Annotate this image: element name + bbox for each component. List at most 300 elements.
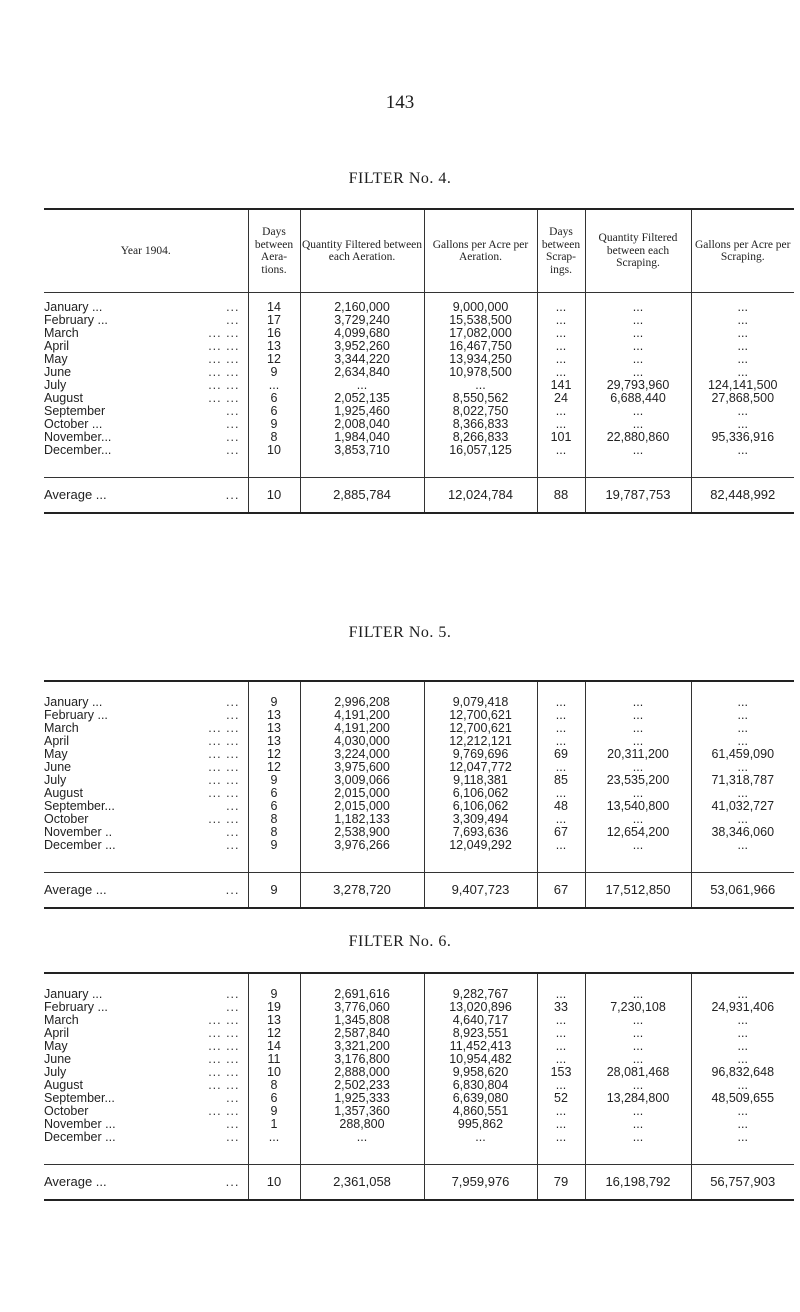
table-row bbox=[44, 327, 794, 340]
header-days-scraping: Days between Scrap- ings. bbox=[537, 209, 585, 293]
days-aeration-cell: 13 bbox=[248, 1014, 300, 1027]
days-scraping-cell: ... bbox=[537, 1118, 585, 1131]
gal-scraping-cell: ... bbox=[691, 696, 794, 709]
month-label: August bbox=[44, 787, 83, 800]
qty-aeration-cell: 2,634,840 bbox=[300, 366, 424, 379]
month-label: April bbox=[44, 735, 70, 748]
qty-aeration-cell: 2,538,900 bbox=[300, 826, 424, 839]
gal-scraping-cell: ... bbox=[691, 314, 794, 327]
qty-aeration-cell: 2,502,233 bbox=[300, 1079, 424, 1092]
gal-scraping-cell: 53,061,966 bbox=[691, 873, 794, 909]
qty-scraping-cell: 7,230,108 bbox=[585, 1001, 691, 1014]
qty-aeration-cell: 2,015,000 bbox=[300, 800, 424, 813]
leader-dots: ... ... bbox=[208, 327, 240, 340]
table-row bbox=[44, 314, 794, 327]
gal-aeration-cell: 16,467,750 bbox=[424, 340, 537, 353]
gal-scraping-cell: ... bbox=[691, 1040, 794, 1053]
qty-aeration-cell: 2,361,058 bbox=[300, 1165, 424, 1201]
qty-scraping-cell: ... bbox=[585, 327, 691, 340]
gal-aeration-cell: 995,862 bbox=[424, 1118, 537, 1131]
table-row bbox=[44, 988, 794, 1001]
spacer-row bbox=[44, 293, 794, 302]
gal-aeration-cell: 9,407,723 bbox=[424, 873, 537, 909]
days-aeration-cell: 9 bbox=[248, 839, 300, 852]
days-aeration-cell: 9 bbox=[248, 873, 300, 909]
average-row bbox=[44, 873, 794, 909]
qty-aeration-cell: 3,853,710 bbox=[300, 444, 424, 457]
qty-scraping-cell: ... bbox=[585, 314, 691, 327]
month-label: February ... bbox=[44, 709, 108, 722]
month-label: February ... bbox=[44, 1001, 108, 1014]
days-scraping-cell: ... bbox=[537, 839, 585, 852]
gal-scraping-cell: 38,346,060 bbox=[691, 826, 794, 839]
days-aeration-cell: 13 bbox=[248, 722, 300, 735]
table-row bbox=[44, 1040, 794, 1053]
header-year: Year 1904. bbox=[44, 209, 248, 293]
header-row bbox=[44, 209, 794, 293]
leader-dots: ... bbox=[226, 431, 240, 444]
table-row bbox=[44, 813, 794, 826]
days-aeration-cell: 8 bbox=[248, 431, 300, 444]
leader-dots: ... ... bbox=[208, 813, 240, 826]
qty-aeration-cell: 3,224,000 bbox=[300, 748, 424, 761]
qty-scraping-cell: ... bbox=[585, 696, 691, 709]
leader-dots: ... bbox=[226, 709, 240, 722]
qty-aeration-cell: 4,191,200 bbox=[300, 709, 424, 722]
leader-dots: ... ... bbox=[208, 761, 240, 774]
table-row bbox=[44, 1092, 794, 1105]
month-label: January ... bbox=[44, 988, 103, 1001]
month-label: March bbox=[44, 722, 79, 735]
table-row bbox=[44, 353, 794, 366]
qty-aeration-cell: 2,052,135 bbox=[300, 392, 424, 405]
qty-scraping-cell: ... bbox=[585, 1118, 691, 1131]
qty-scraping-cell: ... bbox=[585, 1053, 691, 1066]
days-scraping-cell: 69 bbox=[537, 748, 585, 761]
spacer-row bbox=[44, 852, 794, 873]
gal-scraping-cell: ... bbox=[691, 761, 794, 774]
month-label: November... bbox=[44, 431, 112, 444]
leader-dots: ... bbox=[226, 444, 240, 457]
header-qty-aeration: Quantity Filtered between each Aeration. bbox=[300, 209, 424, 293]
qty-aeration-cell: 2,691,616 bbox=[300, 988, 424, 1001]
days-scraping-cell: 24 bbox=[537, 392, 585, 405]
days-scraping-cell: ... bbox=[537, 1105, 585, 1118]
days-aeration-cell: 9 bbox=[248, 366, 300, 379]
qty-aeration-cell: ... bbox=[300, 1131, 424, 1144]
top-rule-row bbox=[44, 973, 794, 988]
gal-scraping-cell: ... bbox=[691, 1118, 794, 1131]
qty-aeration-cell: ... bbox=[300, 379, 424, 392]
gal-aeration-cell: 8,366,833 bbox=[424, 418, 537, 431]
table-row bbox=[44, 774, 794, 787]
days-scraping-cell: 33 bbox=[537, 1001, 585, 1014]
leader-dots: ... ... bbox=[208, 1040, 240, 1053]
qty-aeration-cell: 2,996,208 bbox=[300, 696, 424, 709]
days-aeration-cell: 12 bbox=[248, 1027, 300, 1040]
qty-aeration-cell: 288,800 bbox=[300, 1118, 424, 1131]
gal-scraping-cell: ... bbox=[691, 327, 794, 340]
days-aeration-cell: 8 bbox=[248, 813, 300, 826]
gal-aeration-cell: 7,959,976 bbox=[424, 1165, 537, 1201]
table-row bbox=[44, 444, 794, 457]
gal-aeration-cell: 13,934,250 bbox=[424, 353, 537, 366]
month-label: December ... bbox=[44, 839, 116, 852]
gal-scraping-cell: 56,757,903 bbox=[691, 1165, 794, 1201]
gal-scraping-cell: ... bbox=[691, 1105, 794, 1118]
top-rule-row bbox=[44, 681, 794, 696]
gal-scraping-cell: 96,832,648 bbox=[691, 1066, 794, 1079]
month-label: April bbox=[44, 1027, 70, 1040]
days-scraping-cell: 48 bbox=[537, 800, 585, 813]
days-scraping-cell: ... bbox=[537, 988, 585, 1001]
qty-scraping-cell: ... bbox=[585, 405, 691, 418]
table-row bbox=[44, 839, 794, 852]
days-scraping-cell: 141 bbox=[537, 379, 585, 392]
gal-aeration-cell: 9,118,381 bbox=[424, 774, 537, 787]
days-aeration-cell: 8 bbox=[248, 826, 300, 839]
days-aeration-cell: 13 bbox=[248, 735, 300, 748]
month-label: December... bbox=[44, 444, 112, 457]
gal-aeration-cell: 6,106,062 bbox=[424, 787, 537, 800]
leader-dots: ... ... bbox=[208, 722, 240, 735]
leader-dots: ... bbox=[226, 418, 240, 431]
qty-scraping-cell: 12,654,200 bbox=[585, 826, 691, 839]
leader-dots: ... ... bbox=[208, 774, 240, 787]
gal-scraping-cell: 41,032,727 bbox=[691, 800, 794, 813]
qty-scraping-cell: 13,540,800 bbox=[585, 800, 691, 813]
days-scraping-cell: ... bbox=[537, 709, 585, 722]
table-row bbox=[44, 800, 794, 813]
gal-scraping-cell: 124,141,500 bbox=[691, 379, 794, 392]
gal-aeration-cell: 6,106,062 bbox=[424, 800, 537, 813]
gal-aeration-cell: 11,452,413 bbox=[424, 1040, 537, 1053]
qty-scraping-cell: ... bbox=[585, 353, 691, 366]
gal-scraping-cell: ... bbox=[691, 709, 794, 722]
days-aeration-cell: 12 bbox=[248, 353, 300, 366]
header-qty-scraping: Quantity Filtered between each Scraping. bbox=[585, 209, 691, 293]
month-label: September bbox=[44, 405, 106, 418]
month-label: June bbox=[44, 761, 72, 774]
gal-scraping-cell: 82,448,992 bbox=[691, 478, 794, 514]
qty-scraping-cell: 19,787,753 bbox=[585, 478, 691, 514]
days-scraping-cell: ... bbox=[537, 722, 585, 735]
qty-scraping-cell: ... bbox=[585, 1014, 691, 1027]
gal-aeration-cell: 16,057,125 bbox=[424, 444, 537, 457]
days-aeration-cell: 6 bbox=[248, 1092, 300, 1105]
qty-aeration-cell: 3,976,266 bbox=[300, 839, 424, 852]
table-row bbox=[44, 301, 794, 314]
header-gal-scraping: Gallons per Acre per Scraping. bbox=[691, 209, 794, 293]
qty-scraping-cell: 29,793,960 bbox=[585, 379, 691, 392]
month-label: April bbox=[44, 340, 70, 353]
days-aeration-cell: 13 bbox=[248, 709, 300, 722]
month-label: September... bbox=[44, 800, 115, 813]
table-row bbox=[44, 761, 794, 774]
days-aeration-cell: 6 bbox=[248, 787, 300, 800]
qty-aeration-cell: 3,009,066 bbox=[300, 774, 424, 787]
days-scraping-cell: 67 bbox=[537, 873, 585, 909]
table-row bbox=[44, 748, 794, 761]
leader-dots: ... ... bbox=[208, 366, 240, 379]
gal-aeration-cell: 6,830,804 bbox=[424, 1079, 537, 1092]
gal-scraping-cell: ... bbox=[691, 813, 794, 826]
gal-aeration-cell: 3,309,494 bbox=[424, 813, 537, 826]
qty-scraping-cell: 20,311,200 bbox=[585, 748, 691, 761]
days-scraping-cell: ... bbox=[537, 761, 585, 774]
qty-scraping-cell: ... bbox=[585, 1027, 691, 1040]
qty-scraping-cell: ... bbox=[585, 1131, 691, 1144]
table-row bbox=[44, 1118, 794, 1131]
qty-scraping-cell: 22,880,860 bbox=[585, 431, 691, 444]
gal-scraping-cell: ... bbox=[691, 722, 794, 735]
month-label: November .. bbox=[44, 826, 113, 839]
leader-dots: ... ... bbox=[208, 1066, 240, 1079]
days-scraping-cell: 153 bbox=[537, 1066, 585, 1079]
qty-scraping-cell: ... bbox=[585, 1079, 691, 1092]
days-aeration-cell: 6 bbox=[248, 392, 300, 405]
gal-aeration-cell: 9,769,696 bbox=[424, 748, 537, 761]
days-aeration-cell: ... bbox=[248, 379, 300, 392]
days-scraping-cell: ... bbox=[537, 813, 585, 826]
leader-dots: ... bbox=[225, 882, 240, 897]
days-aeration-cell: 13 bbox=[248, 340, 300, 353]
leader-dots: ... bbox=[226, 696, 240, 709]
days-scraping-cell: ... bbox=[537, 1040, 585, 1053]
gal-scraping-cell: 24,931,406 bbox=[691, 1001, 794, 1014]
qty-aeration-cell: 1,345,808 bbox=[300, 1014, 424, 1027]
month-label: June bbox=[44, 1053, 72, 1066]
days-aeration-cell: 12 bbox=[248, 748, 300, 761]
month-label: March bbox=[44, 1014, 79, 1027]
gal-aeration-cell: 12,212,121 bbox=[424, 735, 537, 748]
qty-aeration-cell: 2,888,000 bbox=[300, 1066, 424, 1079]
days-aeration-cell: ... bbox=[248, 1131, 300, 1144]
gal-aeration-cell: ... bbox=[424, 1131, 537, 1144]
days-scraping-cell: ... bbox=[537, 418, 585, 431]
gal-aeration-cell: 8,550,562 bbox=[424, 392, 537, 405]
leader-dots: ... bbox=[226, 314, 240, 327]
month-label: January ... bbox=[44, 696, 103, 709]
leader-dots: ... bbox=[226, 826, 240, 839]
days-aeration-cell: 16 bbox=[248, 327, 300, 340]
header-days-aeration: Days between Aera- tions. bbox=[248, 209, 300, 293]
qty-aeration-cell: 4,030,000 bbox=[300, 735, 424, 748]
filter-4-table bbox=[44, 208, 794, 514]
days-scraping-cell: ... bbox=[537, 405, 585, 418]
leader-dots: ... bbox=[226, 1131, 240, 1144]
table-row bbox=[44, 696, 794, 709]
table-row bbox=[44, 1105, 794, 1118]
qty-aeration-cell: 1,357,360 bbox=[300, 1105, 424, 1118]
days-scraping-cell: ... bbox=[537, 1014, 585, 1027]
average-row bbox=[44, 478, 794, 514]
qty-scraping-cell: 13,284,800 bbox=[585, 1092, 691, 1105]
spacer-row bbox=[44, 457, 794, 478]
gal-aeration-cell: 13,020,896 bbox=[424, 1001, 537, 1014]
month-label: July bbox=[44, 379, 67, 392]
month-label: May bbox=[44, 1040, 68, 1053]
table-row bbox=[44, 392, 794, 405]
days-aeration-cell: 10 bbox=[248, 478, 300, 514]
leader-dots: ... ... bbox=[208, 748, 240, 761]
month-label: October bbox=[44, 1105, 89, 1118]
qty-scraping-cell: ... bbox=[585, 722, 691, 735]
qty-aeration-cell: 3,321,200 bbox=[300, 1040, 424, 1053]
gal-aeration-cell: 12,049,292 bbox=[424, 839, 537, 852]
qty-scraping-cell: ... bbox=[585, 301, 691, 314]
spacer-row bbox=[44, 1144, 794, 1165]
month-label: May bbox=[44, 353, 68, 366]
average-row bbox=[44, 1165, 794, 1201]
qty-aeration-cell: 2,885,784 bbox=[300, 478, 424, 514]
page-number: 143 bbox=[385, 92, 415, 113]
filter-5-table bbox=[44, 680, 794, 909]
month-label: October ... bbox=[44, 418, 103, 431]
leader-dots: ... ... bbox=[208, 340, 240, 353]
qty-scraping-cell: ... bbox=[585, 1040, 691, 1053]
gal-aeration-cell: 9,079,418 bbox=[424, 696, 537, 709]
leader-dots: ... ... bbox=[208, 735, 240, 748]
qty-scraping-cell: ... bbox=[585, 418, 691, 431]
gal-aeration-cell: 8,266,833 bbox=[424, 431, 537, 444]
gal-aeration-cell: 12,047,772 bbox=[424, 761, 537, 774]
month-label: Average ... bbox=[44, 1174, 107, 1189]
qty-aeration-cell: 4,191,200 bbox=[300, 722, 424, 735]
qty-scraping-cell: 6,688,440 bbox=[585, 392, 691, 405]
table-row bbox=[44, 340, 794, 353]
qty-aeration-cell: 3,952,260 bbox=[300, 340, 424, 353]
gal-scraping-cell: ... bbox=[691, 1131, 794, 1144]
gal-aeration-cell: 17,082,000 bbox=[424, 327, 537, 340]
qty-aeration-cell: 3,344,220 bbox=[300, 353, 424, 366]
month-label: June bbox=[44, 366, 72, 379]
gal-scraping-cell: ... bbox=[691, 418, 794, 431]
leader-dots: ... ... bbox=[208, 1079, 240, 1092]
qty-aeration-cell: 1,182,133 bbox=[300, 813, 424, 826]
leader-dots: ... ... bbox=[208, 1014, 240, 1027]
filter-6-table bbox=[44, 972, 794, 1201]
gal-aeration-cell: 12,024,784 bbox=[424, 478, 537, 514]
leader-dots: ... bbox=[226, 800, 240, 813]
days-aeration-cell: 12 bbox=[248, 761, 300, 774]
month-label: Average ... bbox=[44, 487, 107, 502]
table-row bbox=[44, 826, 794, 839]
qty-aeration-cell: 2,008,040 bbox=[300, 418, 424, 431]
qty-aeration-cell: 2,587,840 bbox=[300, 1027, 424, 1040]
qty-aeration-cell: 1,925,460 bbox=[300, 405, 424, 418]
leader-dots: ... bbox=[226, 1001, 240, 1014]
month-label: November ... bbox=[44, 1118, 116, 1131]
gal-aeration-cell: 9,000,000 bbox=[424, 301, 537, 314]
qty-aeration-cell: 3,278,720 bbox=[300, 873, 424, 909]
days-scraping-cell: ... bbox=[537, 1131, 585, 1144]
gal-scraping-cell: 48,509,655 bbox=[691, 1092, 794, 1105]
table-row bbox=[44, 405, 794, 418]
qty-scraping-cell: 23,535,200 bbox=[585, 774, 691, 787]
qty-scraping-cell: ... bbox=[585, 709, 691, 722]
month-label: October bbox=[44, 813, 89, 826]
leader-dots: ... ... bbox=[208, 379, 240, 392]
leader-dots: ... ... bbox=[208, 787, 240, 800]
filter-6-title: FILTER No. 6. bbox=[348, 933, 452, 950]
qty-scraping-cell: ... bbox=[585, 787, 691, 800]
days-aeration-cell: 6 bbox=[248, 800, 300, 813]
leader-dots: ... bbox=[226, 1092, 240, 1105]
leader-dots: ... ... bbox=[208, 1053, 240, 1066]
days-scraping-cell: ... bbox=[537, 444, 585, 457]
month-label: Average ... bbox=[44, 882, 107, 897]
days-aeration-cell: 9 bbox=[248, 418, 300, 431]
gal-aeration-cell: 10,954,482 bbox=[424, 1053, 537, 1066]
days-aeration-cell: 9 bbox=[248, 1105, 300, 1118]
gal-aeration-cell: 7,693,636 bbox=[424, 826, 537, 839]
qty-aeration-cell: 3,776,060 bbox=[300, 1001, 424, 1014]
gal-aeration-cell: 6,639,080 bbox=[424, 1092, 537, 1105]
gal-aeration-cell: 4,860,551 bbox=[424, 1105, 537, 1118]
gal-scraping-cell: 71,318,787 bbox=[691, 774, 794, 787]
days-scraping-cell: 79 bbox=[537, 1165, 585, 1201]
leader-dots: ... bbox=[226, 988, 240, 1001]
days-scraping-cell: ... bbox=[537, 1027, 585, 1040]
gal-scraping-cell: ... bbox=[691, 1014, 794, 1027]
table-row bbox=[44, 1014, 794, 1027]
gal-aeration-cell: 8,022,750 bbox=[424, 405, 537, 418]
leader-dots: ... bbox=[226, 839, 240, 852]
days-scraping-cell: ... bbox=[537, 1079, 585, 1092]
gal-scraping-cell: ... bbox=[691, 405, 794, 418]
table-row bbox=[44, 1001, 794, 1014]
days-scraping-cell: 88 bbox=[537, 478, 585, 514]
month-label: July bbox=[44, 1066, 67, 1079]
gal-aeration-cell: 10,978,500 bbox=[424, 366, 537, 379]
month-label: August bbox=[44, 1079, 83, 1092]
days-scraping-cell: ... bbox=[537, 340, 585, 353]
qty-aeration-cell: 2,160,000 bbox=[300, 301, 424, 314]
days-scraping-cell: ... bbox=[537, 696, 585, 709]
leader-dots: ... bbox=[225, 487, 240, 502]
days-aeration-cell: 6 bbox=[248, 405, 300, 418]
leader-dots: ... ... bbox=[208, 392, 240, 405]
qty-aeration-cell: 4,099,680 bbox=[300, 327, 424, 340]
qty-aeration-cell: 3,176,800 bbox=[300, 1053, 424, 1066]
days-scraping-cell: ... bbox=[537, 1053, 585, 1066]
days-scraping-cell: 52 bbox=[537, 1092, 585, 1105]
days-scraping-cell: ... bbox=[537, 327, 585, 340]
days-scraping-cell: ... bbox=[537, 314, 585, 327]
leader-dots: ... ... bbox=[208, 353, 240, 366]
table-row bbox=[44, 787, 794, 800]
qty-scraping-cell: ... bbox=[585, 988, 691, 1001]
qty-scraping-cell: 17,512,850 bbox=[585, 873, 691, 909]
leader-dots: ... bbox=[225, 1174, 240, 1189]
days-scraping-cell: ... bbox=[537, 787, 585, 800]
days-aeration-cell: 1 bbox=[248, 1118, 300, 1131]
days-aeration-cell: 10 bbox=[248, 1066, 300, 1079]
gal-scraping-cell: 61,459,090 bbox=[691, 748, 794, 761]
filter-4-title: FILTER No. 4. bbox=[348, 170, 452, 187]
days-scraping-cell: ... bbox=[537, 301, 585, 314]
table-row bbox=[44, 722, 794, 735]
gal-scraping-cell: 95,336,916 bbox=[691, 431, 794, 444]
qty-scraping-cell: 16,198,792 bbox=[585, 1165, 691, 1201]
qty-aeration-cell: 1,925,333 bbox=[300, 1092, 424, 1105]
gal-aeration-cell: 12,700,621 bbox=[424, 709, 537, 722]
qty-scraping-cell: ... bbox=[585, 735, 691, 748]
days-aeration-cell: 8 bbox=[248, 1079, 300, 1092]
month-label: September... bbox=[44, 1092, 115, 1105]
leader-dots: ... bbox=[226, 1118, 240, 1131]
